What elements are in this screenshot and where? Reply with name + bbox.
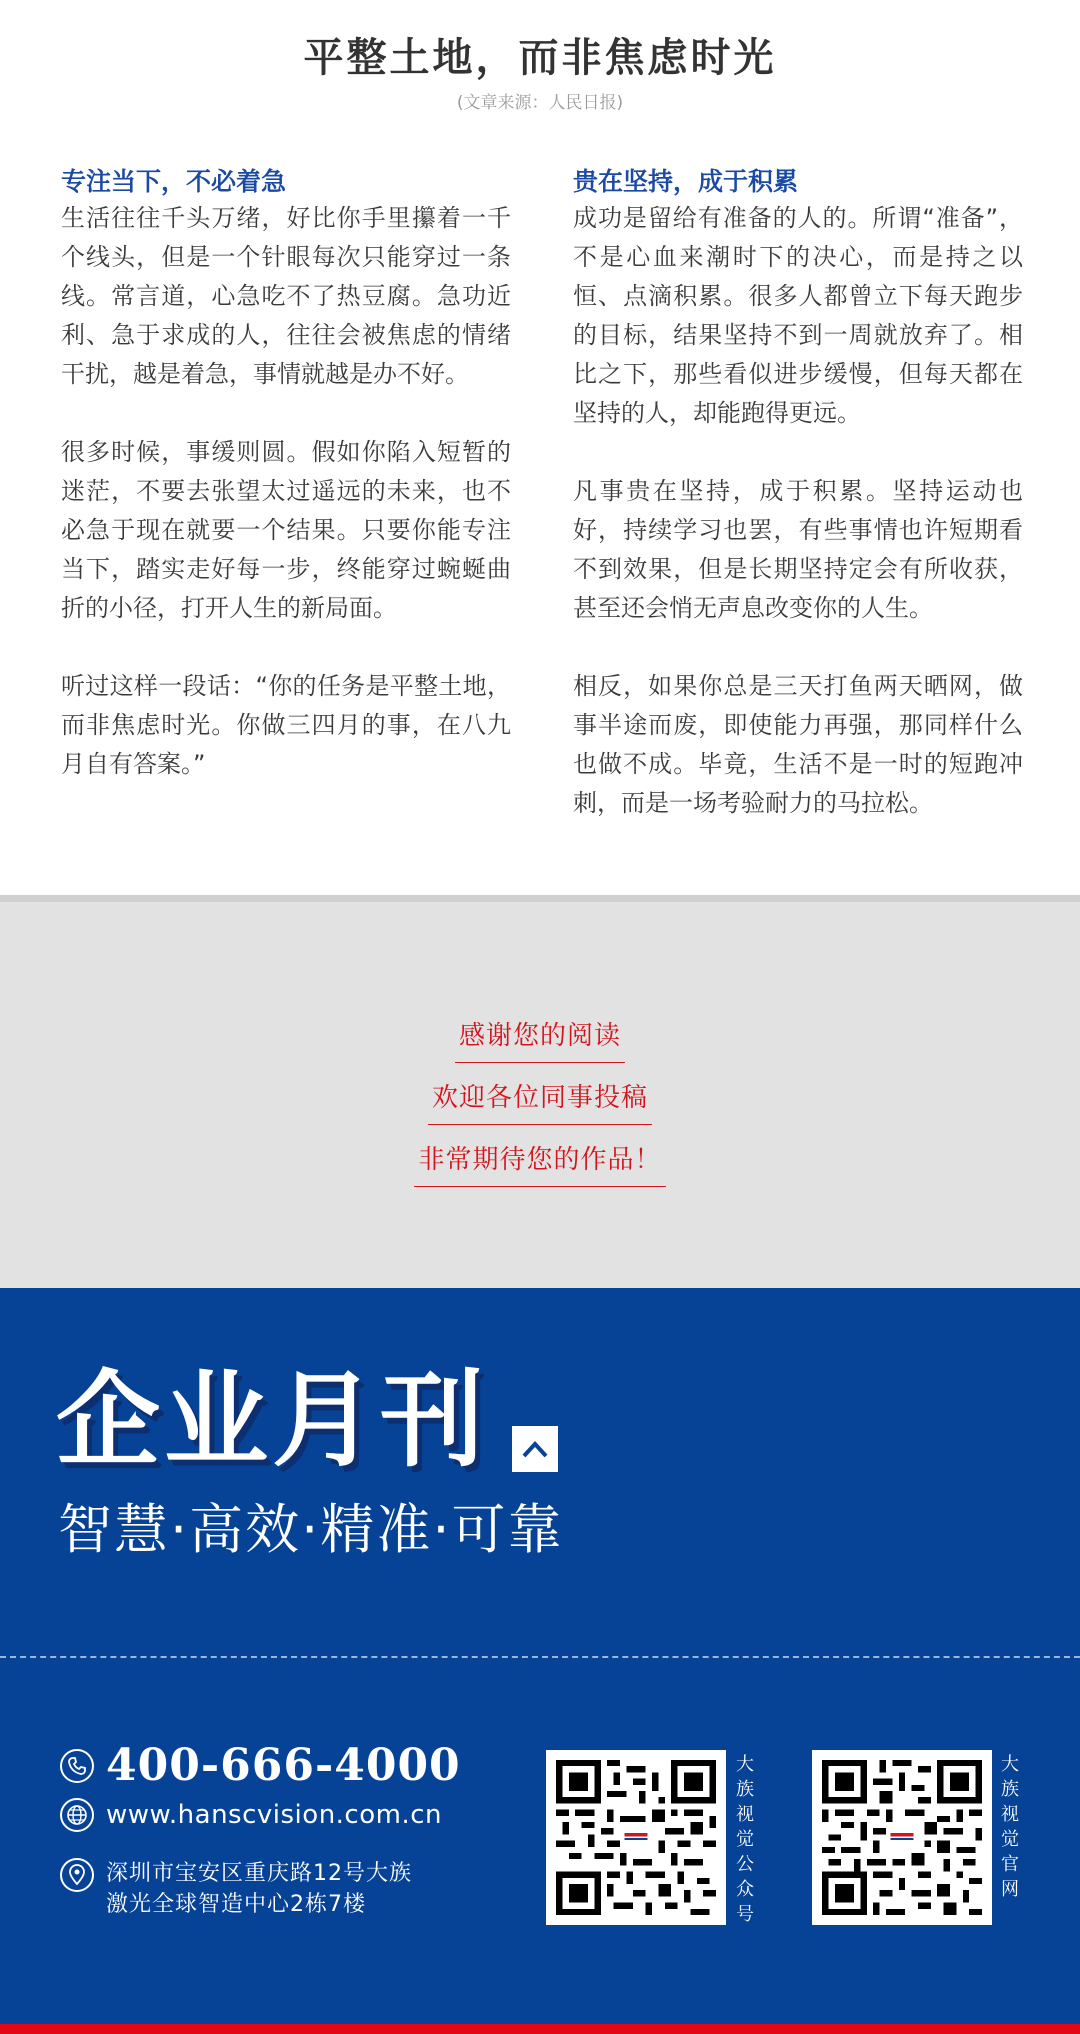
- phone-number: 400-666-4000: [106, 1740, 461, 1791]
- phone-row[interactable]: [60, 1740, 461, 1791]
- left-paragraph-3: 听过这样一段话：“你的任务是平整土地，而非焦虑时光。你做三四月的事，在八九月自有答案。”: [61, 672, 511, 778]
- thanks-text-2: 欢迎各位同事投稿: [428, 1077, 652, 1125]
- thanks-text-3: 非常期待您的作品！: [414, 1139, 665, 1187]
- address-row: [60, 1858, 426, 1920]
- thanks-text-1: 感谢您的阅读: [455, 1015, 625, 1063]
- thanks-line-2: [0, 1077, 1080, 1125]
- left-column: [61, 165, 511, 784]
- website-link[interactable]: www.hanscvision.com.cn: [106, 1800, 442, 1830]
- brand-title: 企业月刊: [56, 1359, 489, 1481]
- thanks-line-1: [0, 1015, 1080, 1063]
- left-paragraph-2: 很多时候，事缓则圆。假如你陷入短暂的迷茫，不要去张望太过遥远的未来，也不必急于现在就要一个结果。只要你能专注当下，踏实走好每一步，终能穿过蜿蜒曲折的小径，打开人生的新局面。: [61, 438, 511, 622]
- qr-code-website[interactable]: [812, 1750, 992, 1925]
- slogan: 智慧·高效·精准·可靠: [58, 1498, 564, 1561]
- left-paragraph-1: 生活往往千头万绪，好比你手里攥着一千个线头，但是一个针眼每次只能穿过一条线。常言道，心急吃不了热豆腐。急功近利、急于求成的人，往往会被焦虑的情绪干扰，越是着急，事情就越是办不好。: [61, 204, 511, 388]
- article-source: (文章来源：人民日报): [456, 93, 624, 113]
- right-paragraph-2: 凡事贵在坚持，成于积累。坚持运动也好，持续学习也罢，有些事情也许短期看不到效果，但是长期坚持定会有所收获，甚至还会悄无声息改变你的人生。: [573, 477, 1023, 622]
- right-paragraph-1: 成功是留给有准备的人的。所谓“准备”，不是心血来潮时下的决心，而是持之以恒、点滴积累。很多人都曾立下每天跑步的目标，结果坚持不到一周就放弃了。相比之下，那些看似进步缓慢，但每天都在坚持的人，却能跑得更远。: [573, 204, 1023, 427]
- qr-label-website: 大族视觉官网: [1001, 1754, 1019, 1900]
- bottom-red-strip: [0, 2024, 1080, 2034]
- left-column-heading: 专注当下，不必着急: [61, 167, 287, 196]
- footer: [0, 1288, 1080, 2034]
- right-column-heading: 贵在坚持，成于积累: [573, 167, 799, 196]
- qr-code-wechat[interactable]: [546, 1750, 726, 1925]
- thanks-line-3: [0, 1139, 1080, 1187]
- article-title: 平整土地，而非焦虑时光: [303, 35, 777, 81]
- right-paragraph-3: 相反，如果你总是三天打鱼两天晒网，做事半途而废，即使能力再强，那同样什么也做不成。毕竟，生活不是一时的短跑冲刺，而是一场考验耐力的马拉松。: [573, 672, 1023, 817]
- chevron-up-icon: [512, 1426, 558, 1472]
- location-pin-icon: [60, 1858, 94, 1892]
- website-row[interactable]: [60, 1798, 442, 1832]
- globe-icon: [60, 1798, 94, 1832]
- address-text: 深圳市宝安区重庆路12号大族激光全球智造中心2栋7楼: [106, 1861, 412, 1917]
- section-divider: [0, 895, 1080, 902]
- article-section: [0, 0, 1080, 895]
- dashed-divider: [0, 1656, 1080, 1658]
- thanks-section: [0, 895, 1080, 1288]
- right-column: [573, 165, 1023, 823]
- qr-label-wechat: 大族视觉公众号: [736, 1754, 754, 1925]
- phone-icon: [60, 1749, 94, 1783]
